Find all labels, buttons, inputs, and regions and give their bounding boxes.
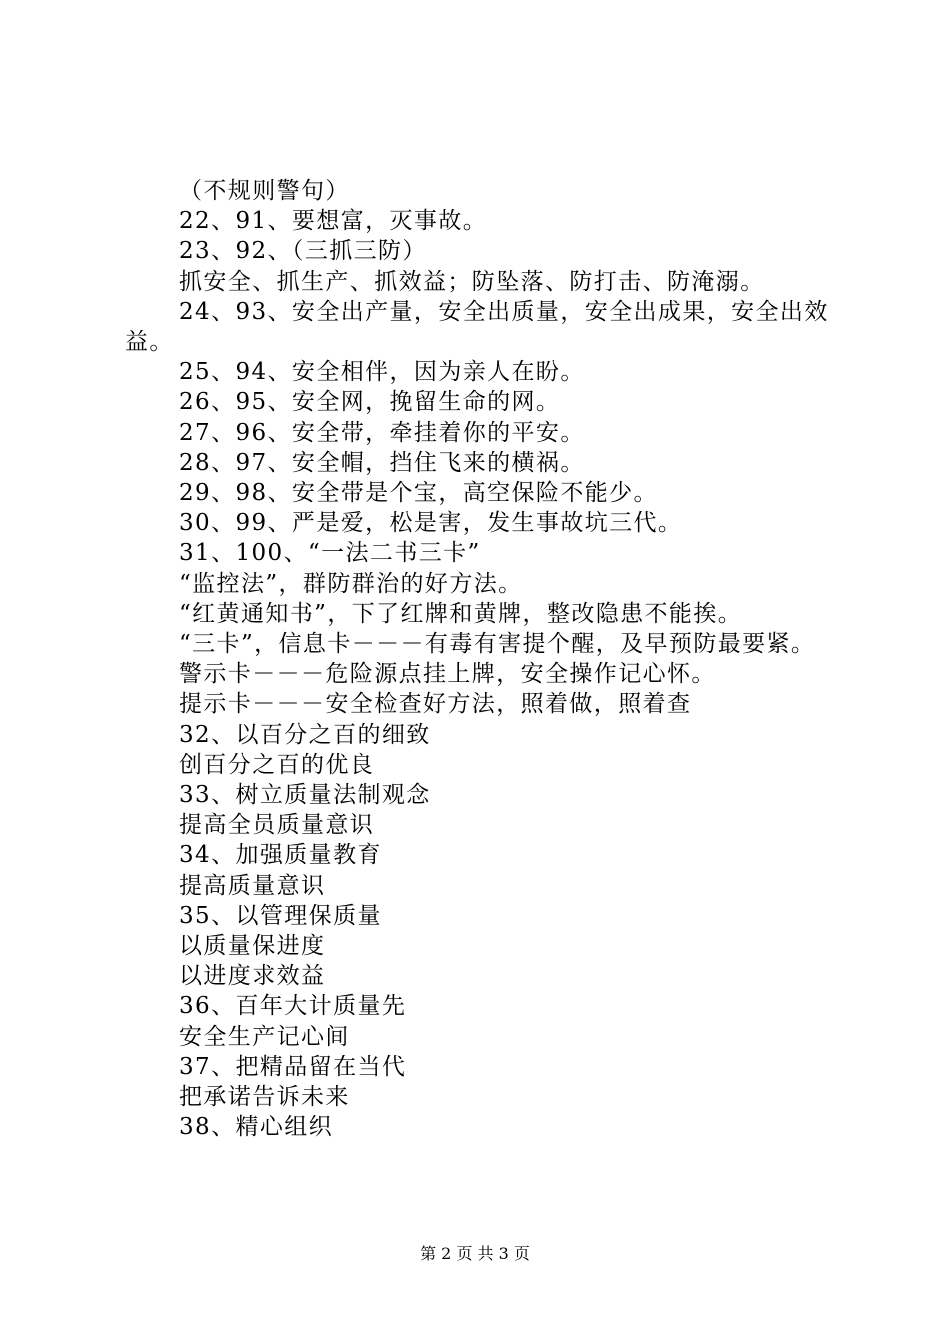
text-line: 警示卡－－－危险源点挂上牌，安全操作记心怀。 [179,661,716,688]
text-line: 22、91、要想富，灭事故。 [179,208,488,235]
text-line: 提示卡－－－安全检查好方法，照着做，照着查 [179,691,692,718]
document-body [125,176,835,1143]
text-line: 37、把精品留在当代 [179,1053,407,1080]
text-line: 把承诺告诉未来 [179,1084,350,1111]
text-line: 30、99、严是爱，松是害，发生事故坑三代。 [179,510,683,537]
page-footer: 第 2 页 共 3 页 [420,1244,530,1263]
text-line: 27、96、安全带，牵挂着你的平安。 [179,419,585,446]
text-line: 38、精心组织 [179,1114,334,1141]
text-line: “监控法”，群防群治的好方法。 [179,570,523,597]
text-line: 抓安全、抓生产、抓效益；防坠落、防打击、防淹溺。 [179,268,765,295]
text-line: 35、以管理保质量 [179,902,382,929]
text-line: 31、100、“一法二书三卡” [179,540,481,567]
text-line: 25、94、安全相伴，因为亲人在盼。 [179,359,585,386]
text-line: 以进度求效益 [179,963,326,990]
text-paragraph: 24、93、安全出产量，安全出质量，安全出成果，安全出效益。 [125,298,829,356]
text-line: 34、加强质量教育 [179,842,382,869]
text-line: （不规则警句） [179,178,350,204]
text-line: “红黄通知书”，下了红牌和黄牌，整改隐患不能挨。 [179,600,743,627]
text-line: 28、97、安全帽，挡住飞来的横祸。 [179,449,585,476]
text-line: 23、92、（三抓三防） [179,238,427,265]
text-line: 以质量保进度 [179,933,326,960]
text-line: 安全生产记心间 [179,1023,350,1050]
text-line: 29、98、安全带是个宝，高空保险不能少。 [179,480,658,507]
text-line: 提高全员质量意识 [179,812,375,839]
text-line: 33、树立质量法制观念 [179,782,431,809]
text-line: 32、以百分之百的细致 [179,721,431,748]
text-line: 26、95、安全网，挽留生命的网。 [179,389,561,416]
text-line: 提高质量意识 [179,872,326,899]
text-paragraph: “三卡”，信息卡－－－有毒有害提个醒，及早预防最要紧。 [179,631,816,658]
text-line: 36、百年大计质量先 [179,993,407,1020]
text-line: 创百分之百的优良 [179,751,375,778]
